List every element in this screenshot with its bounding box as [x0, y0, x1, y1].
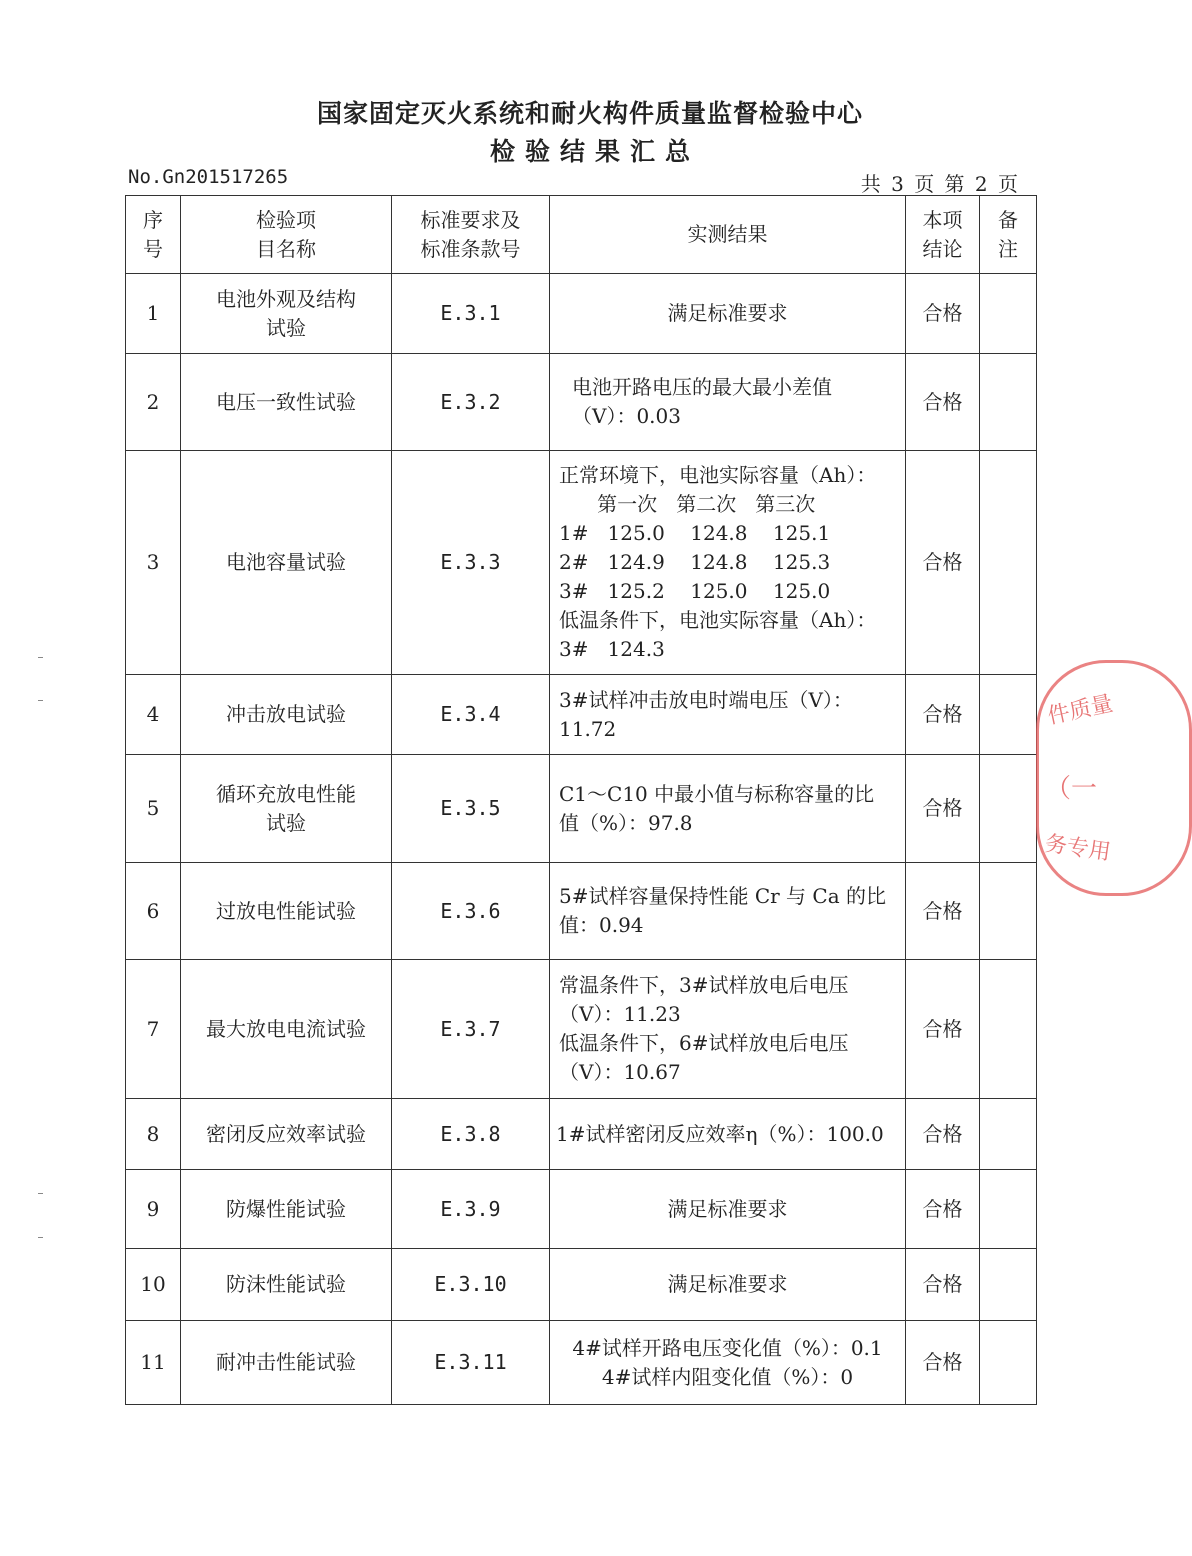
row-clause: E.3.10 — [392, 1249, 550, 1321]
row-seq: 4 — [126, 675, 181, 755]
table-row — [126, 1170, 1037, 1249]
table-row — [126, 863, 1037, 960]
row-clause: E.3.8 — [392, 1099, 550, 1170]
row-result: 满足标准要求 — [550, 274, 906, 354]
row-seq: 7 — [126, 960, 181, 1099]
row-remark — [980, 274, 1037, 354]
row-result: 常温条件下，3#试样放电后电压 （V）：11.23 低温条件下，6#试样放电后电压 （V）：10.67 — [550, 960, 906, 1099]
table-header-row — [126, 196, 1037, 274]
stamp-text-fragment: 务专用 — [1043, 831, 1113, 866]
row-seq: 9 — [126, 1170, 181, 1249]
row-result: 5#试样容量保持性能 Cr 与 Ca 的比 值：0.94 — [550, 863, 906, 960]
row-remark — [980, 960, 1037, 1099]
row-conclusion: 合格 — [906, 1099, 980, 1170]
report-number: No.Gn201517265 — [128, 166, 289, 188]
table-row — [126, 755, 1037, 863]
table-row — [126, 1099, 1037, 1170]
row-clause: E.3.11 — [392, 1321, 550, 1405]
row-clause: E.3.4 — [392, 675, 550, 755]
row-item: 过放电性能试验 — [181, 863, 392, 960]
row-item: 冲击放电试验 — [181, 675, 392, 755]
table-row — [126, 1321, 1037, 1405]
row-item: 电池容量试验 — [181, 451, 392, 675]
row-remark — [980, 1249, 1037, 1321]
row-clause: E.3.1 — [392, 274, 550, 354]
row-remark — [980, 755, 1037, 863]
row-item: 防爆性能试验 — [181, 1170, 392, 1249]
results-table — [125, 195, 1037, 1405]
row-item: 循环充放电性能 试验 — [181, 755, 392, 863]
row-result: 1#试样密闭反应效率η（%）：100.0 — [550, 1099, 906, 1170]
row-remark — [980, 1170, 1037, 1249]
row-conclusion: 合格 — [906, 755, 980, 863]
stamp-text-fragment: 件质量 — [1045, 691, 1116, 730]
row-conclusion: 合格 — [906, 1321, 980, 1405]
row-result: 电池开路电压的最大最小差值 （V）：0.03 — [550, 354, 906, 451]
margin-tick — [38, 1193, 43, 1194]
row-item: 防沫性能试验 — [181, 1249, 392, 1321]
margin-tick — [38, 700, 43, 701]
row-clause: E.3.6 — [392, 863, 550, 960]
row-item: 电池外观及结构 试验 — [181, 274, 392, 354]
row-item: 电压一致性试验 — [181, 354, 392, 451]
row-clause: E.3.5 — [392, 755, 550, 863]
row-seq: 8 — [126, 1099, 181, 1170]
table-row — [126, 274, 1037, 354]
row-item: 最大放电电流试验 — [181, 960, 392, 1099]
row-remark — [980, 863, 1037, 960]
official-seal-stamp — [1036, 660, 1192, 896]
table-row — [126, 1249, 1037, 1321]
document-subtitle: 检验结果汇总 — [489, 137, 700, 166]
row-remark — [980, 1321, 1037, 1405]
row-conclusion: 合格 — [906, 451, 980, 675]
row-item: 耐冲击性能试验 — [181, 1321, 392, 1405]
row-seq: 10 — [126, 1249, 181, 1321]
row-result: 满足标准要求 — [550, 1170, 906, 1249]
table-row — [126, 354, 1037, 451]
header-item: 检验项 目名称 — [181, 196, 392, 274]
table-row — [126, 960, 1037, 1099]
row-seq: 1 — [126, 274, 181, 354]
margin-tick — [38, 1237, 43, 1238]
row-conclusion: 合格 — [906, 1249, 980, 1321]
header-conclusion: 本项 结论 — [906, 196, 980, 274]
header-seq: 序 号 — [126, 196, 181, 274]
row-conclusion: 合格 — [906, 675, 980, 755]
header-standard: 标准要求及 标准条款号 — [392, 196, 550, 274]
margin-tick — [38, 657, 43, 658]
row-conclusion: 合格 — [906, 863, 980, 960]
row-result: 满足标准要求 — [550, 1249, 906, 1321]
row-result: 3#试样冲击放电时端电压（V）： 11.72 — [550, 675, 906, 755]
table-row — [126, 451, 1037, 675]
row-remark — [980, 354, 1037, 451]
row-conclusion: 合格 — [906, 354, 980, 451]
stamp-text-fragment: （一 — [1045, 774, 1098, 804]
row-remark — [980, 1099, 1037, 1170]
row-seq: 5 — [126, 755, 181, 863]
row-seq: 11 — [126, 1321, 181, 1405]
row-conclusion: 合格 — [906, 274, 980, 354]
table-row — [126, 675, 1037, 755]
row-clause: E.3.3 — [392, 451, 550, 675]
row-clause: E.3.2 — [392, 354, 550, 451]
row-seq: 2 — [126, 354, 181, 451]
row-seq: 3 — [126, 451, 181, 675]
row-clause: E.3.9 — [392, 1170, 550, 1249]
row-remark — [980, 675, 1037, 755]
row-conclusion: 合格 — [906, 1170, 980, 1249]
row-result: C1～C10 中最小值与标称容量的比 值（%）：97.8 — [550, 755, 906, 863]
header-remark: 备 注 — [980, 196, 1037, 274]
header-result: 实测结果 — [550, 196, 906, 274]
row-result: 正常环境下，电池实际容量（Ah）： 第一次 第二次 第三次 1# 125.0 124.8 125.1 2# 124.9 124.8 125.3 3# 125.2 125.0 125.0 低温条件下，电池实际容量（Ah）： 3# 124.3 — [550, 451, 906, 675]
row-remark — [980, 451, 1037, 675]
row-clause: E.3.7 — [392, 960, 550, 1099]
row-conclusion: 合格 — [906, 960, 980, 1099]
row-item: 密闭反应效率试验 — [181, 1099, 392, 1170]
document-title: 国家固定灭火系统和耐火构件质量监督检验中心 — [316, 99, 863, 128]
page-indicator: 共 3 页 第 2 页 — [860, 172, 1018, 196]
row-result: 4#试样开路电压变化值（%）：0.1 4#试样内阻变化值（%）：0 — [550, 1321, 906, 1405]
row-seq: 6 — [126, 863, 181, 960]
